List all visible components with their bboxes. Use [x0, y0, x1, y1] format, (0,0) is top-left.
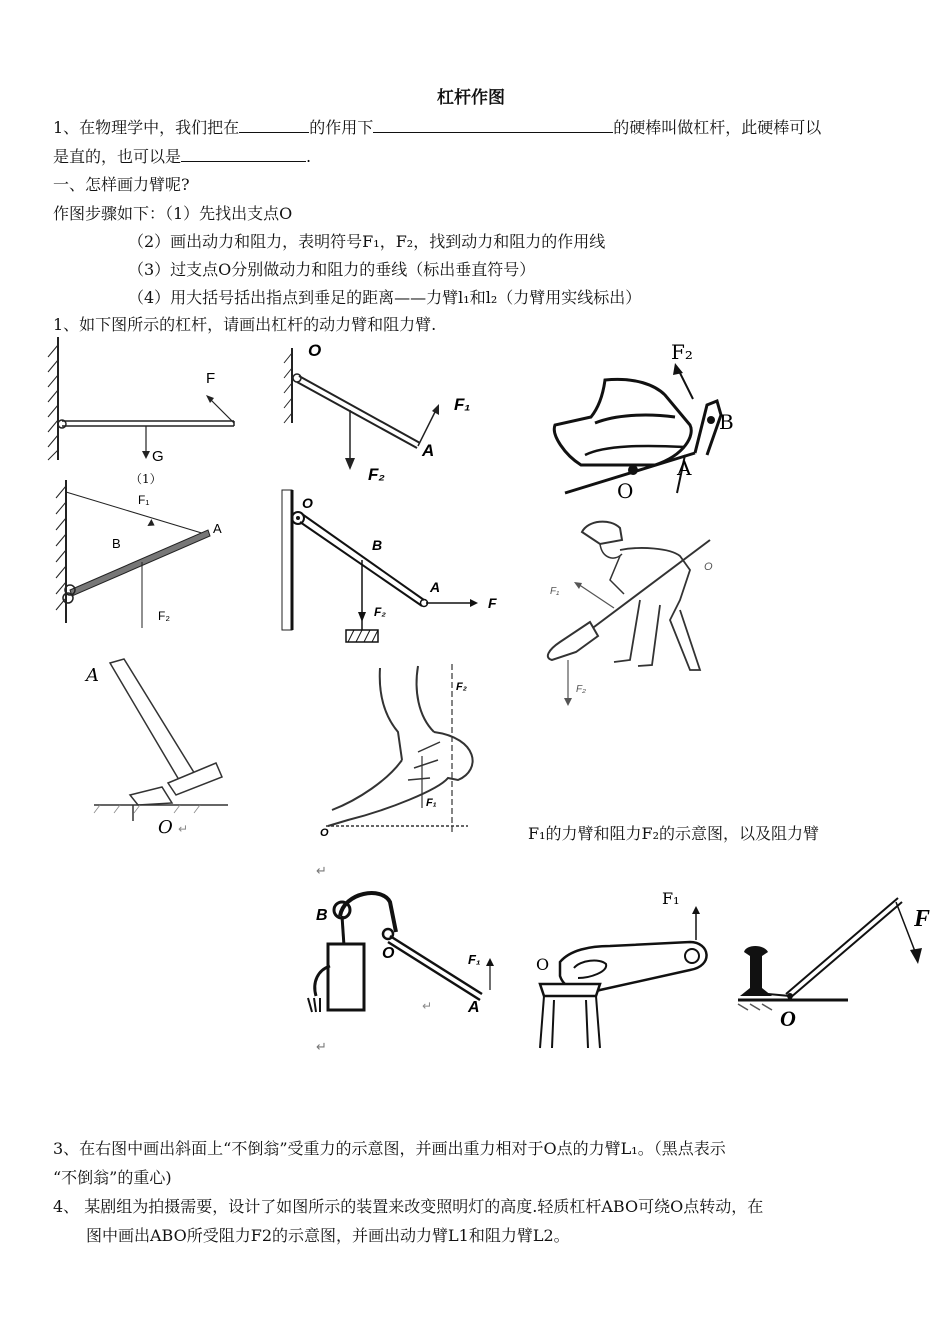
- label-O: O: [704, 561, 713, 573]
- page-title: 杠杆作图: [437, 88, 505, 108]
- return-mark-2: ↵: [316, 1040, 327, 1055]
- label-O: O: [158, 817, 173, 838]
- label-A: A: [86, 665, 99, 686]
- label-F1: F₁: [550, 586, 560, 597]
- label-F1: F₁: [454, 395, 471, 414]
- label-A: A: [677, 456, 692, 480]
- label-F1: F₁: [138, 493, 150, 507]
- figure-rope-rod: [50, 478, 235, 628]
- step-3: （3）过支点O分别做动力和阻力的垂线（标出垂直符号）: [128, 260, 536, 279]
- label-F: F: [488, 595, 497, 611]
- figure-water-pump: [300, 882, 500, 1022]
- q1-line2-text: 是直的，也可以是: [53, 147, 182, 166]
- label-A: A: [430, 579, 441, 595]
- step-4: （4）用大括号括出指点到垂足的距离——力臂l₁和l₂（力臂用实线标出）: [128, 288, 642, 307]
- label-O: O: [617, 479, 634, 500]
- figure-slanted-lever: [282, 338, 482, 488]
- step-2: （2）画出动力和阻力，表明符号F₁，F₂，找到动力和阻力的作用线: [128, 232, 606, 251]
- label-O: O: [382, 945, 395, 962]
- label-F2: F₂: [374, 605, 386, 619]
- blank-2[interactable]: [373, 116, 613, 133]
- question-4-line-1: 4、 某剧组为拍摄需要，设计了如图所示的装置来改变照明灯的高度.轻质杠杆ABO可绕O点转动，在: [53, 1197, 764, 1216]
- label-A: A: [213, 521, 222, 536]
- label-A: A: [468, 999, 480, 1016]
- q1-text-a: 1、在物理学中，我们把在: [53, 118, 240, 137]
- figure-worker-shovel: [530, 510, 755, 710]
- label-B: B: [372, 537, 383, 553]
- blank-1[interactable]: [239, 116, 309, 133]
- label-F1: F₁: [468, 952, 481, 967]
- blank-3[interactable]: [181, 145, 306, 162]
- figure-hanging-weight: [274, 488, 504, 648]
- label-A: A: [422, 441, 435, 460]
- label-F2: F₂: [576, 684, 586, 695]
- label-F2: F₂: [456, 681, 467, 693]
- label-F1: F₁: [662, 889, 680, 908]
- question-1-line-2: [53, 145, 311, 168]
- label-F2: F₂: [158, 609, 170, 623]
- label-F1: F₁: [426, 797, 437, 809]
- step-intro: 作图步骤如下：（1）先找出支点O: [53, 204, 293, 223]
- label-F: F: [914, 906, 931, 932]
- label-G: G: [152, 448, 164, 465]
- question-4-line-2: 图中画出ABO所受阻力F2的示意图，并画出动力臂L1和阻力臂L2。: [86, 1226, 570, 1245]
- task-1: 1、如下图所示的杠杆，请画出杠杆的动力臂和阻力臂.: [53, 315, 437, 334]
- label-O: O: [780, 1006, 796, 1031]
- label-O: O: [320, 827, 329, 839]
- question-3-line-1: 3、在右图中画出斜面上“不倒翁”受重力的示意图，并画出重力相对于O点的力臂L₁。（黑点表示: [53, 1139, 726, 1158]
- q1-text-b: 的作用下: [309, 118, 374, 137]
- label-F: F: [206, 370, 216, 387]
- continuation-text: F₁的力臂和阻力F₂的示意图，以及阻力臂: [528, 824, 820, 843]
- section-heading: 一、怎样画力臂呢?: [53, 175, 190, 194]
- label-O: O: [536, 955, 550, 974]
- return-mark: ↵: [178, 822, 189, 836]
- figure-foot-tiptoe: [318, 660, 493, 840]
- question-3-line-2: “不倒翁”的重心): [53, 1168, 172, 1187]
- return-mark-1: ↵: [316, 864, 327, 879]
- label-B: B: [112, 536, 121, 551]
- figure-foot-pedal: [545, 335, 755, 500]
- q1-line2-end: .: [306, 147, 312, 166]
- label-F2: F₂: [671, 340, 693, 364]
- label-B: B: [316, 907, 328, 924]
- figure-bottle-opener: [530, 880, 720, 1050]
- label-F2: F₂: [368, 465, 385, 484]
- label-O: O: [308, 341, 322, 360]
- figure-hammer: [80, 655, 230, 840]
- label-O: O: [302, 495, 313, 511]
- label-B: B: [719, 410, 734, 434]
- q1-text-c: 的硬棒叫做杠杆，此硬棒可以: [613, 118, 822, 137]
- return-mark: ↵: [422, 999, 433, 1013]
- label-number-1: （1）: [130, 472, 162, 485]
- question-1-line-1: [53, 116, 821, 139]
- figure-horizontal-lever: [44, 335, 244, 485]
- figure-crowbar: [728, 890, 943, 1035]
